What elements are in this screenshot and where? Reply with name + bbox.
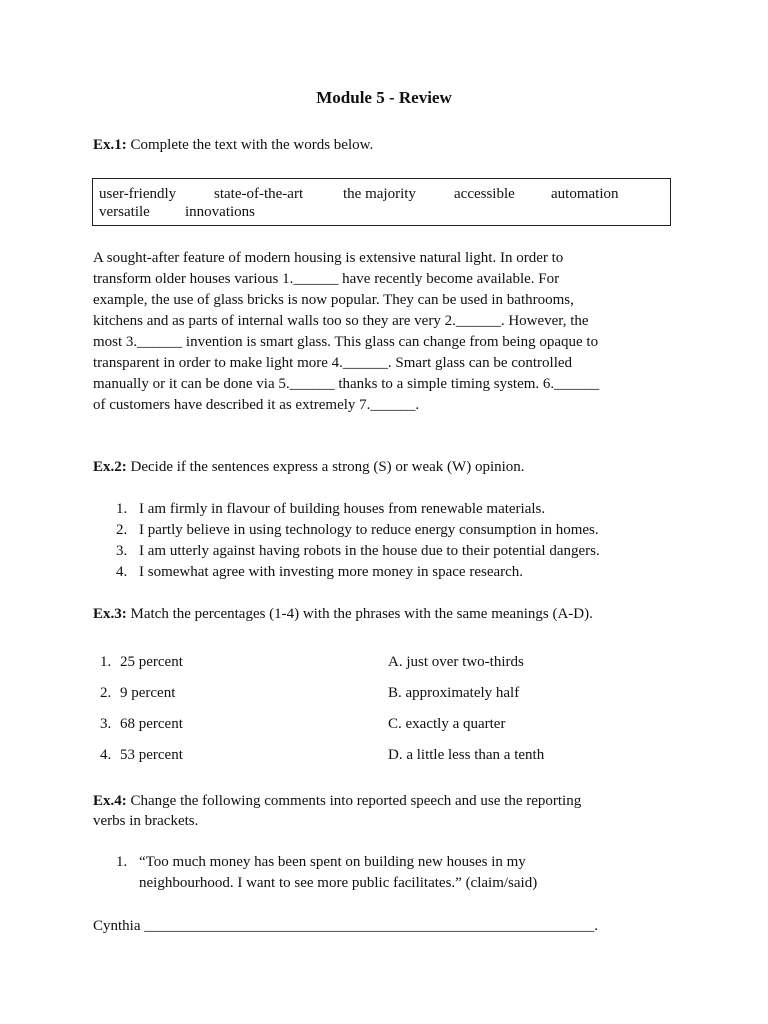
ex4-instruction-line2: verbs in brackets. [93, 813, 199, 829]
ex1-heading [93, 135, 373, 156]
paragraph-line: A sought-after feature of modern housing is extensive natural light. In order to [93, 250, 564, 266]
word-box [92, 178, 671, 226]
word-item: user-friendly [99, 186, 177, 202]
list-number: 4. [116, 564, 128, 580]
paragraph-line: transform older houses various 1.______ have recently become available. For [93, 271, 560, 287]
word-item: the majority [343, 186, 416, 202]
quote-line: “Too much money has been spent on building new houses in my [139, 854, 526, 870]
ex2-heading [93, 457, 525, 478]
list-number: 1. [116, 501, 128, 517]
page-title: Module 5 - Review [316, 88, 452, 107]
match-left-item: 9 percent [120, 685, 176, 701]
match-number: 2. [100, 685, 112, 701]
word-item: state-of-the-art [214, 186, 304, 202]
list-item: I somewhat agree with investing more money in space research. [139, 564, 524, 580]
paragraph-line: transparent in order to make light more 4.______. Smart glass can be controlled [93, 355, 573, 371]
paragraph-line: kitchens and as parts of internal walls too so they are very 2.______. However, the [93, 313, 589, 329]
paragraph-line: most 3.______ invention is smart glass. This glass can change from being opaque to [93, 334, 599, 350]
match-left-item: 25 percent [120, 654, 183, 670]
match-right-item: A. just over two-thirds [388, 654, 524, 670]
word-item: versatile [99, 204, 150, 220]
ex1-instruction: Complete the text with the words below. [126, 137, 374, 153]
word-item: innovations [185, 204, 255, 220]
list-number: 2. [116, 522, 128, 538]
match-left-item: 53 percent [120, 747, 183, 763]
ex2-label: Ex.2: [93, 459, 127, 475]
match-right-item: B. approximately half [388, 685, 520, 701]
word-item: accessible [454, 186, 515, 202]
list-number: 3. [116, 543, 128, 559]
answer-line: Cynthia ____________________________________________________________. [93, 918, 598, 934]
ex2-instruction: Decide if the sentences express a strong (S) or weak (W) opinion. [126, 459, 525, 475]
match-number: 4. [100, 747, 112, 763]
match-right-item: D. a little less than a tenth [388, 747, 545, 763]
paragraph-line: example, the use of glass bricks is now popular. They can be used in bathrooms, [93, 292, 574, 308]
paragraph-line: of customers have described it as extremely 7.______. [93, 397, 420, 413]
ex3-heading [93, 604, 593, 625]
ex3-label: Ex.3: [93, 606, 127, 622]
word-item: automation [551, 186, 619, 202]
match-left-item: 68 percent [120, 716, 183, 732]
list-item: I am utterly against having robots in the house due to their potential dangers. [139, 543, 600, 559]
list-number: 1. [116, 854, 128, 870]
ex4-instruction-line1: Change the following comments into reported speech and use the reporting [126, 793, 582, 809]
match-right-item: C. exactly a quarter [388, 716, 506, 732]
paragraph-line: manually or it can be done via 5.______ thanks to a simple timing system. 6.______ [93, 376, 600, 392]
ex4-heading [93, 791, 581, 812]
list-item: I partly believe in using technology to reduce energy consumption in homes. [139, 522, 599, 538]
ex3-instruction: Match the percentages (1-4) with the phrases with the same meanings (A-D). [126, 606, 593, 622]
ex4-label: Ex.4: [93, 793, 127, 809]
quote-line: neighbourhood. I want to see more public facilitates.” (claim/said) [139, 875, 538, 891]
match-number: 1. [100, 654, 112, 670]
list-item: I am firmly in flavour of building houses from renewable materials. [139, 501, 546, 517]
match-number: 3. [100, 716, 112, 732]
ex1-label: Ex.1: [93, 137, 127, 153]
